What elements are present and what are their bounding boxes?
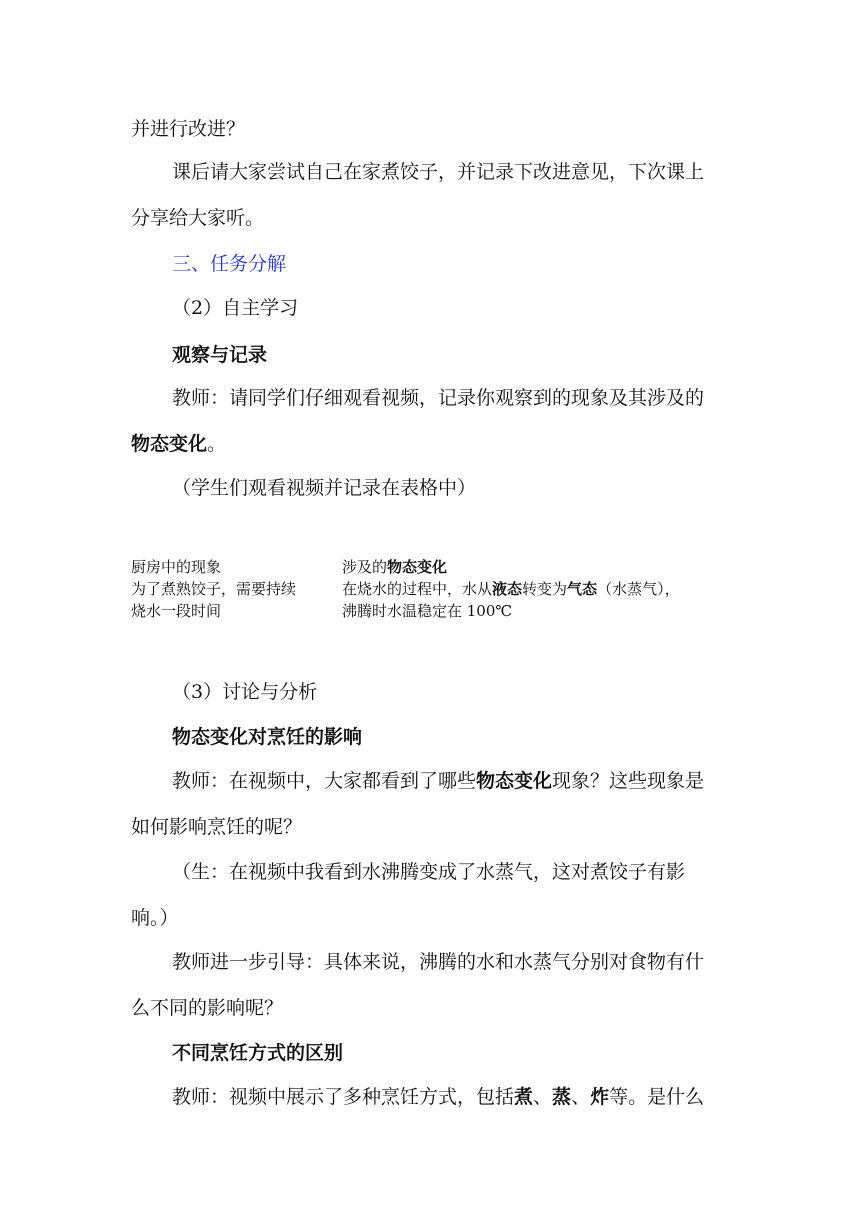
- table-header-cell: 厨房中的现象: [131, 558, 222, 576]
- text-run: 现象？这些现象是: [552, 770, 705, 792]
- text-run: 教师：在视频中，大家都看到了哪些: [172, 770, 477, 792]
- bold-term: 气态: [567, 580, 598, 598]
- paragraph-line: 响。）: [131, 907, 179, 929]
- table-cell-line: 为了煮熟饺子，需要持续: [131, 580, 297, 598]
- table-cell-line: 烧水一段时间: [131, 602, 222, 620]
- text-run: 在烧水的过程中，水从: [342, 580, 493, 598]
- bold-term: 炸: [590, 1086, 610, 1108]
- bold-term: 蒸: [552, 1086, 572, 1108]
- topic-title: 观察与记录: [172, 344, 268, 366]
- bold-term: 液态: [492, 580, 523, 598]
- paragraph-line: 分享给大家听。: [131, 207, 265, 229]
- bold-term: 物态变化: [476, 770, 553, 792]
- paragraph-line: 么不同的影响呢？: [131, 997, 284, 1019]
- subsection-heading: （2）自主学习: [172, 297, 299, 319]
- paragraph-line: （生：在视频中我看到水沸腾变成了水蒸气，这对煮饺子有影: [172, 861, 686, 883]
- text-run: 教师：视频中展示了多种烹饪方式，包括: [172, 1086, 515, 1108]
- paragraph-line: 教师进一步引导：具体来说，沸腾的水和水蒸气分别对食物有什: [172, 951, 705, 973]
- topic-title: 不同烹饪方式的区别: [172, 1042, 344, 1064]
- text-run: 。: [207, 433, 227, 455]
- bold-term: 物态变化: [131, 433, 208, 455]
- paragraph-line: [172, 1085, 704, 1109]
- note-line: （学生们观看视频并记录在表格中）: [172, 477, 477, 499]
- text-run: （水蒸气），: [597, 580, 680, 598]
- paragraph-line: 课后请大家尝试自己在家煮饺子，并记录下改进意见，下次课上: [172, 161, 705, 183]
- table-cell-line: [342, 578, 680, 600]
- text-run: 、: [533, 1086, 553, 1108]
- paragraph-line: [172, 769, 704, 793]
- text-run: 转变为: [522, 580, 568, 598]
- subsection-heading: （3）讨论与分析: [172, 681, 318, 703]
- table-header-cell: [342, 556, 447, 578]
- table-cell-line: 沸腾时水温稳定在 100℃: [342, 602, 513, 620]
- paragraph-line: 并进行改进？: [131, 118, 246, 140]
- text-run: 涉及的: [342, 558, 388, 576]
- section-heading: 三、任务分解: [172, 253, 287, 275]
- text-run: 等。是什么: [609, 1086, 705, 1108]
- topic-title: 物态变化对烹饪的影响: [172, 726, 363, 748]
- paragraph-line: 教师：请同学们仔细观看视频，记录你观察到的现象及其涉及的: [172, 387, 705, 409]
- bold-term: 煮: [514, 1086, 534, 1108]
- paragraph-line: [131, 432, 226, 456]
- paragraph-line: 如何影响烹饪的呢？: [131, 816, 303, 838]
- text-run: 、: [571, 1086, 591, 1108]
- bold-term: 物态变化: [387, 558, 448, 576]
